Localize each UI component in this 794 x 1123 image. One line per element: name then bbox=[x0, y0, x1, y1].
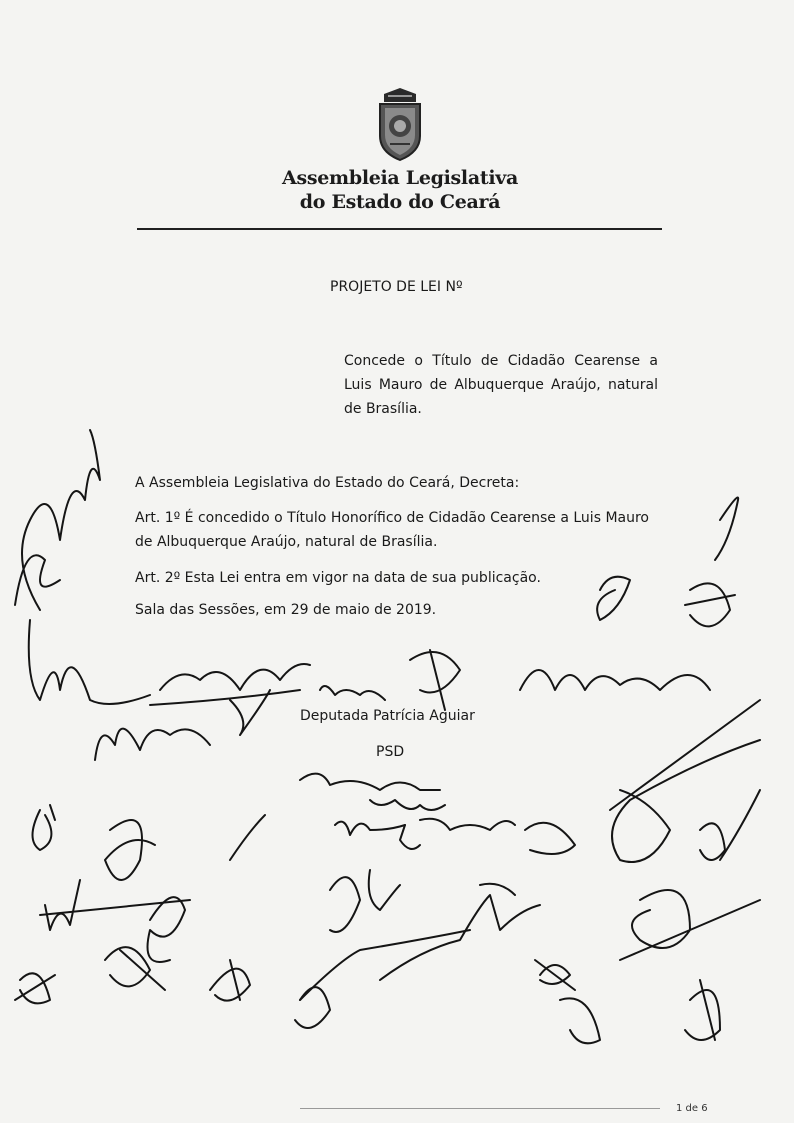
article-1: Art. 1º É concedido o Título Honorífico de Cidadão Cearense a Luis Mauro de Albuquerque Araújo, natural de Brasília. bbox=[135, 510, 649, 550]
header-divider bbox=[137, 228, 662, 230]
document-title: PROJETO DE LEI Nº bbox=[330, 279, 463, 295]
page-number: 1 de 6 bbox=[676, 1103, 708, 1114]
author-name: Deputada Patrícia Aguiar bbox=[300, 708, 475, 724]
closing-line: Sala das Sessões, em 29 de maio de 2019. bbox=[135, 602, 437, 618]
bill-summary: Concede o Título de Cidadão Cearense a Luis Mauro de Albuquerque Araújo, natural de Brasília. bbox=[344, 353, 658, 417]
org-name-line2: do Estado do Ceará bbox=[299, 191, 501, 213]
org-name-line1: Assembleia Legislativa bbox=[282, 167, 518, 189]
footer-line bbox=[300, 1108, 660, 1109]
author-party: PSD bbox=[376, 744, 405, 760]
preamble: A Assembleia Legislativa do Estado do Ceará, Decreta: bbox=[135, 475, 520, 491]
article-2: Art. 2º Esta Lei entra em vigor na data de sua publicação. bbox=[135, 570, 541, 586]
state-crest-icon bbox=[376, 88, 424, 162]
